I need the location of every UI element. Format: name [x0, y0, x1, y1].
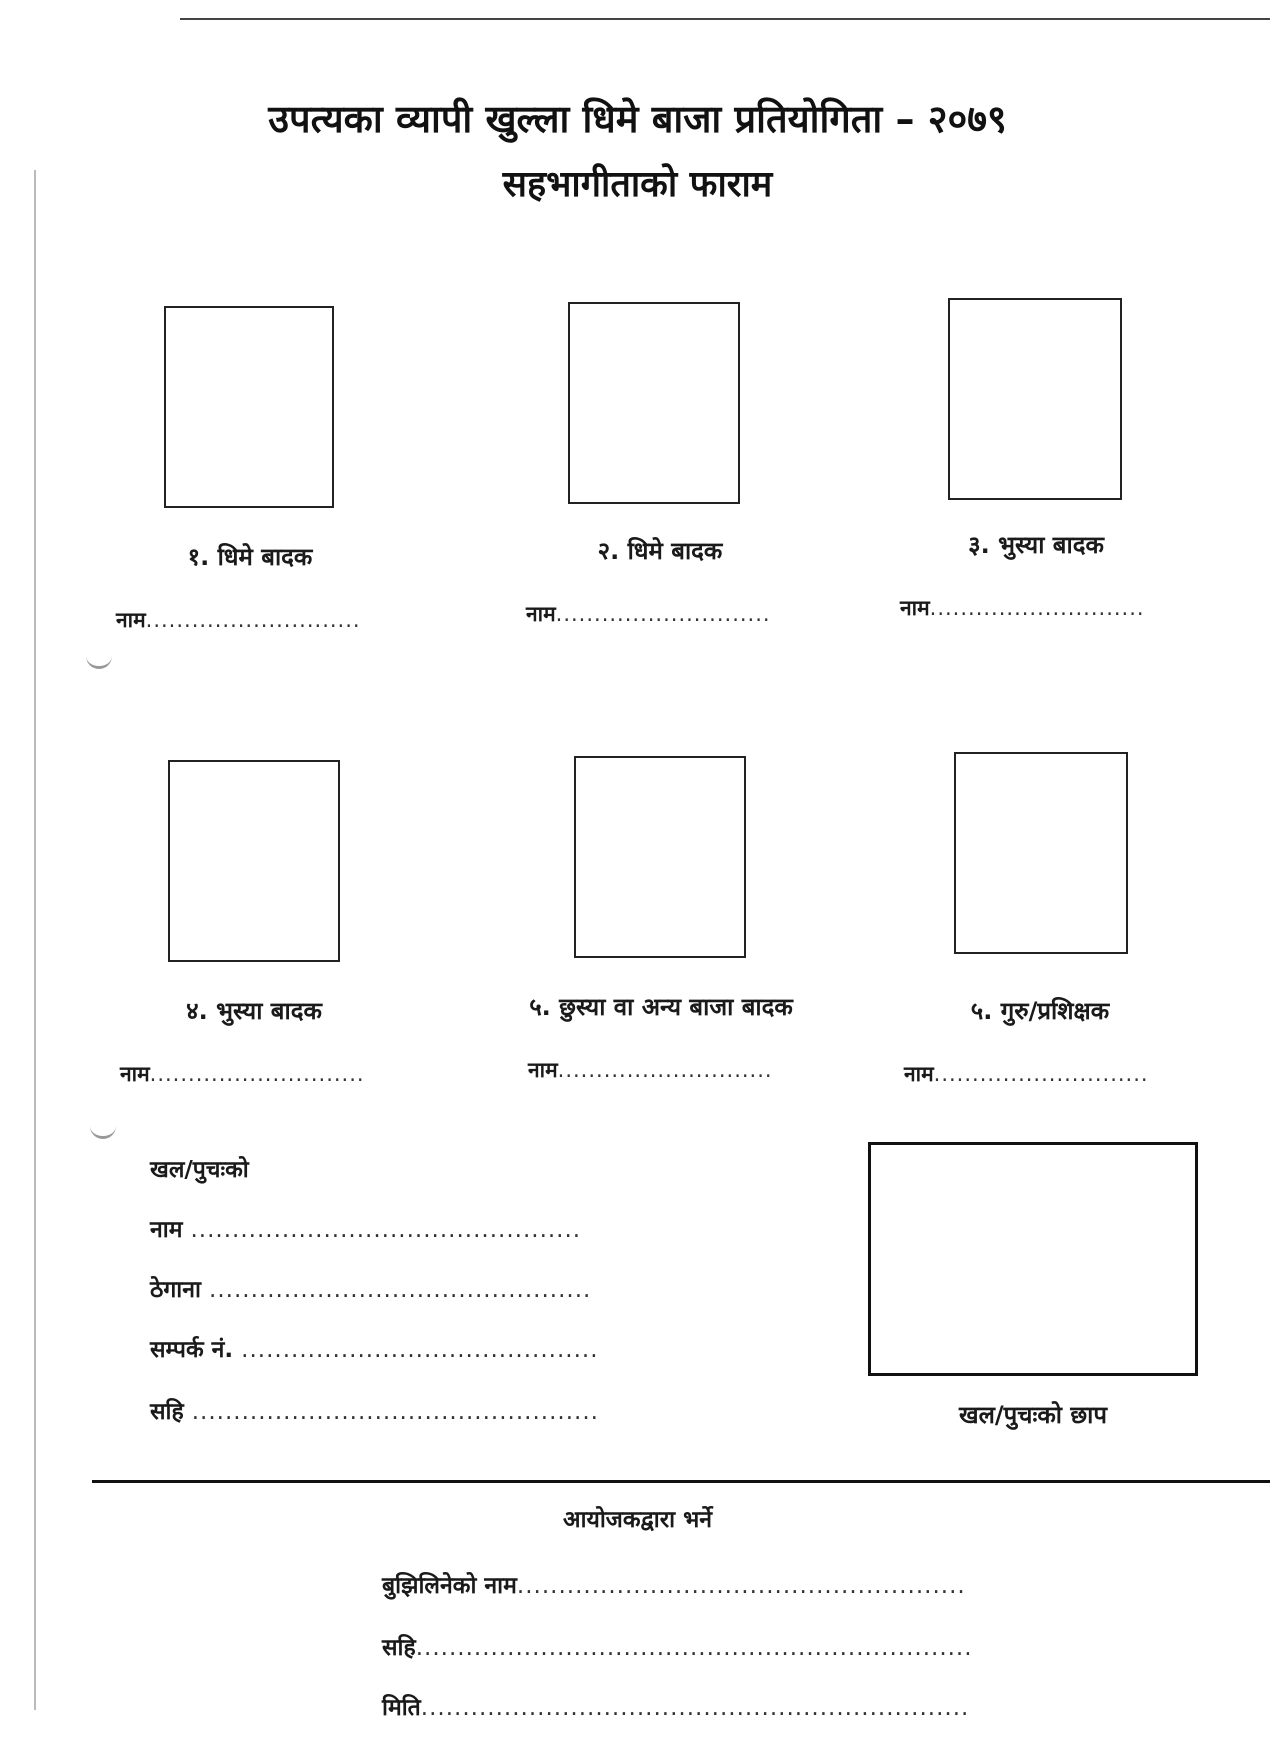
participant-name-field-3[interactable] [900, 594, 1145, 622]
group-address-field[interactable] [150, 1272, 591, 1304]
photo-box-1 [164, 306, 334, 508]
field-dots: ................................................................... [415, 1635, 973, 1661]
photo-box-4 [168, 760, 340, 962]
name-label: नाम [120, 1062, 150, 1086]
name-dots: ............................ [145, 608, 361, 632]
name-dots: ............................ [149, 1062, 365, 1086]
date-field[interactable] [382, 1690, 969, 1722]
name-label: नाम [904, 1062, 934, 1086]
participant-label-6: ५. गुरु/प्रशिक्षक [970, 997, 1110, 1025]
field-dots: ............................................... [190, 1217, 582, 1243]
page-edge-left [34, 170, 36, 1710]
form-title: उपत्यका व्यापी खुल्ला धिमे बाजा प्रतियोगिता – २०७९ [268, 97, 1007, 141]
name-label: नाम [528, 1058, 558, 1082]
name-dots: ............................ [933, 1062, 1149, 1086]
name-label: नाम [526, 602, 556, 626]
photo-box-5 [574, 756, 746, 958]
field-label: सहि [382, 1635, 416, 1661]
photo-box-6 [954, 752, 1128, 954]
name-dots: ............................ [557, 1058, 773, 1082]
group-contact-field[interactable] [150, 1332, 599, 1364]
field-label: सम्पर्क नं. [150, 1337, 234, 1363]
receiver-name-field[interactable] [382, 1568, 966, 1600]
photo-box-2 [568, 302, 740, 504]
field-dots: ................................................. [191, 1399, 599, 1425]
field-dots: ...................................................... [516, 1573, 966, 1599]
field-label: सहि [150, 1399, 184, 1425]
participant-name-field-2[interactable] [526, 600, 771, 628]
field-label: नाम [150, 1217, 183, 1243]
group-name-field[interactable] [150, 1212, 581, 1244]
name-label: नाम [900, 596, 930, 620]
participant-label-1: १. धिमे बादक [187, 543, 313, 571]
participant-label-5: ५. छुस्या वा अन्य बाजा बादक [529, 993, 793, 1021]
form-subtitle: सहभागीताको फाराम [502, 164, 773, 205]
stamp-box [868, 1142, 1198, 1376]
group-heading: खल/पुचःको [150, 1157, 249, 1183]
stamp-label: खल/पुचःको छाप [958, 1401, 1108, 1429]
participant-name-field-5[interactable] [528, 1056, 773, 1084]
field-label: ठेगाना [150, 1277, 201, 1303]
participant-label-3: ३. भुस्या बादक [968, 531, 1104, 559]
field-label: मिति [382, 1695, 421, 1721]
photo-box-3 [948, 298, 1122, 500]
name-dots: ............................ [929, 596, 1145, 620]
name-dots: ............................ [555, 602, 771, 626]
participant-name-field-1[interactable] [116, 606, 361, 634]
field-label: बुझिलिनेको नाम [382, 1573, 517, 1599]
field-dots: ........................................... [241, 1337, 599, 1363]
participant-name-field-4[interactable] [120, 1060, 365, 1088]
punch-hole [86, 652, 112, 669]
field-dots: .............................................. [209, 1277, 592, 1303]
punch-hole [90, 1122, 116, 1139]
name-label: नाम [116, 608, 146, 632]
page-edge [180, 18, 1270, 20]
organizer-section-title: आयोजकद्वारा भर्ने [562, 1507, 713, 1533]
field-dots: .................................................................. [420, 1695, 970, 1721]
participant-name-field-6[interactable] [904, 1060, 1149, 1088]
participant-label-2: २. धिमे बादक [597, 537, 723, 565]
participant-label-4: ४. भुस्या बादक [186, 997, 322, 1025]
section-divider [92, 1480, 1270, 1483]
organizer-signature-field[interactable] [382, 1630, 973, 1662]
group-signature-field[interactable] [150, 1394, 599, 1426]
